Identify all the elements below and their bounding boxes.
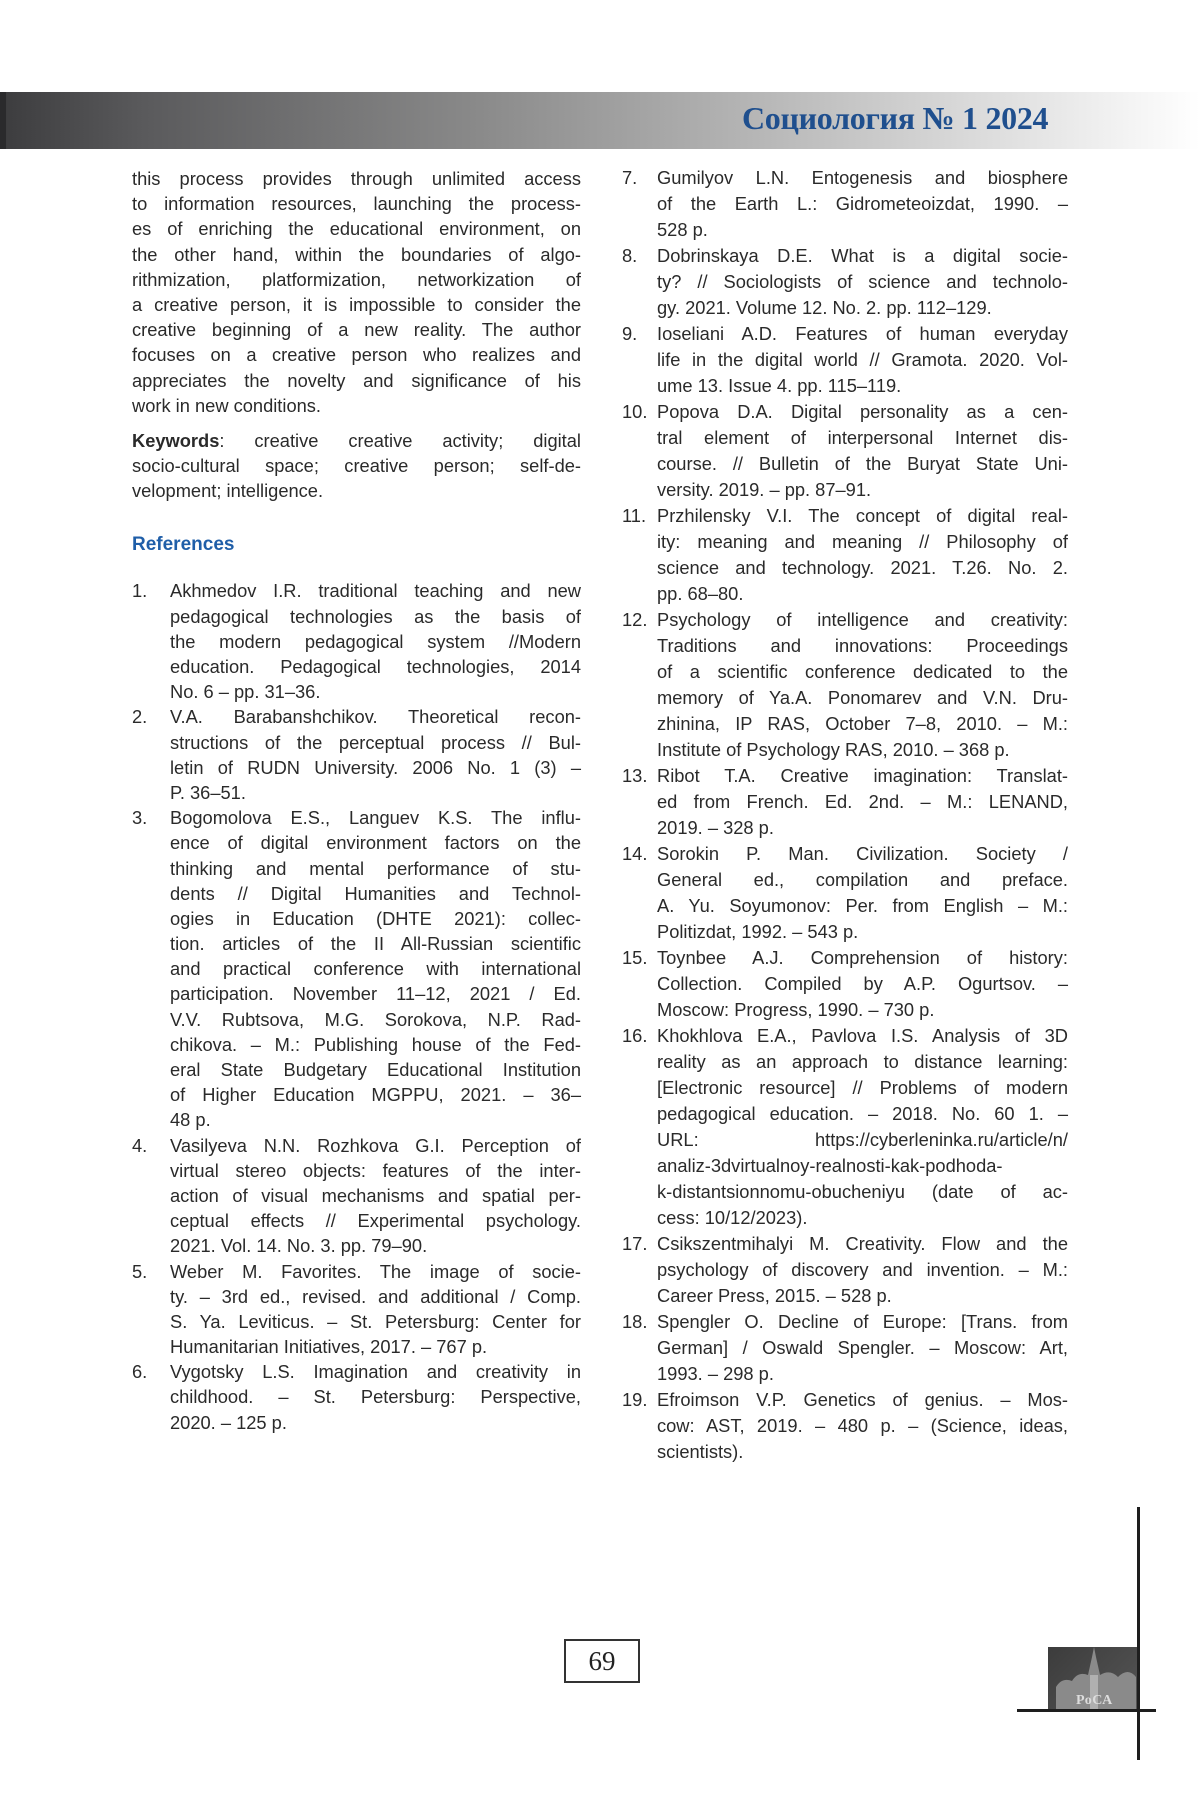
text-line: socio-cultural space; creative person; self-de- (132, 453, 581, 478)
text-line: V.V. Rubtsova, M.G. Sorokova, N.P. Rad- (170, 1007, 581, 1032)
reference-text (170, 805, 581, 1132)
abstract-paragraph (132, 166, 581, 418)
right-column (622, 165, 1068, 1465)
text-line: rithmization, platformization, networkization of (132, 267, 581, 292)
text-line: Sorokin P. Man. Civilization. Society / (657, 841, 1068, 867)
text-line: k-distantsionnomu-obucheniyu (date of ac- (657, 1179, 1068, 1205)
reference-item (132, 1359, 581, 1435)
text-line: zhinina, IP RAS, October 7–8, 2010. – M.: (657, 711, 1068, 737)
text-line: memory of Ya.A. Ponomarev and V.N. Dru- (657, 685, 1068, 711)
reference-number: 5. (132, 1259, 147, 1284)
text-line: Bogomolova E.S., Languev K.S. The influ- (170, 805, 581, 830)
text-line: the other hand, within the boundaries of algo- (132, 242, 581, 267)
text-line: Ioseliani A.D. Features of human everyday (657, 321, 1068, 347)
text-line: Dobrinskaya D.E. What is a digital socie- (657, 243, 1068, 269)
text-line: creative beginning of a new reality. The author (132, 317, 581, 342)
text-line: Khokhlova E.A., Pavlova I.S. Analysis of 3D (657, 1023, 1068, 1049)
text-line: work in new conditions. (132, 393, 581, 418)
reference-text (657, 1387, 1068, 1465)
text-line: Weber M. Favorites. The image of socie- (170, 1259, 581, 1284)
reference-item (132, 704, 581, 805)
reference-text (657, 243, 1068, 321)
text-line: 2020. – 125 p. (170, 1410, 581, 1435)
reference-text (657, 607, 1068, 763)
text-line: 48 p. (170, 1107, 581, 1132)
text-line: 1993. – 298 p. (657, 1361, 1068, 1387)
text-line: Institute of Psychology RAS, 2010. – 368 p. (657, 737, 1068, 763)
reference-number: 9. (622, 321, 637, 347)
references-heading: References (132, 532, 581, 558)
text-line: childhood. – St. Petersburg: Perspective, (170, 1384, 581, 1409)
text-line: Career Press, 2015. – 528 p. (657, 1283, 1068, 1309)
text-line: Spengler O. Decline of Europe: [Trans. from (657, 1309, 1068, 1335)
text-line: ence of digital environment factors on the (170, 830, 581, 855)
reference-item (132, 805, 581, 1132)
text-line: to information resources, launching the process- (132, 191, 581, 216)
text-line: scientists). (657, 1439, 1068, 1465)
header-band-edge (0, 92, 6, 149)
text-line: Gumilyov L.N. Entogenesis and biosphere (657, 165, 1068, 191)
reference-text (657, 945, 1068, 1023)
text-line: Efroimson V.P. Genetics of genius. – Mos- (657, 1387, 1068, 1413)
text-line: the modern pedagogical system //Modern (170, 629, 581, 654)
text-line: V.A. Barabanshchikov. Theoretical recon- (170, 704, 581, 729)
text-line: Csikszentmihalyi M. Creativity. Flow and the (657, 1231, 1068, 1257)
text-line: of a scientific conference dedicated to the (657, 659, 1068, 685)
reference-text (657, 841, 1068, 945)
text-line: dents // Digital Humanities and Technol- (170, 881, 581, 906)
text-line: tral element of interpersonal Internet dis- (657, 425, 1068, 451)
reference-number: 19. (622, 1387, 647, 1413)
text-line: this process provides through unlimited access (132, 166, 581, 191)
reference-item (622, 399, 1068, 503)
reference-text (657, 763, 1068, 841)
reference-text (170, 1359, 581, 1435)
text-line: cow: AST, 2019. – 480 p. – (Science, ideas, (657, 1413, 1068, 1439)
text-line: virtual stereo objects: features of the inter- (170, 1158, 581, 1183)
text-line: Przhilensky V.I. The concept of digital real- (657, 503, 1068, 529)
text-line: ed from French. Ed. 2nd. – M.: LENAND, (657, 789, 1068, 815)
reference-list-right (622, 165, 1068, 1465)
text-line: Collection. Compiled by A.P. Ogurtsov. – (657, 971, 1068, 997)
reference-item (622, 1023, 1068, 1231)
text-line: course. // Bulletin of the Buryat State Uni- (657, 451, 1068, 477)
text-line: es of enriching the educational environment, on (132, 216, 581, 241)
text-line: structions of the perceptual process // Bul- (170, 730, 581, 755)
keywords-label: Keywords (132, 430, 219, 451)
text-line: 2019. – 328 p. (657, 815, 1068, 841)
text-line: participation. November 11–12, 2021 / Ed. (170, 981, 581, 1006)
text-line: letin of RUDN University. 2006 No. 1 (3) – (170, 755, 581, 780)
text-line: Ribot T.A. Creative imagination: Translat- (657, 763, 1068, 789)
reference-number: 3. (132, 805, 147, 830)
journal-title: Социология № 1 2024 (742, 100, 1048, 137)
text-line: science and technology. 2021. T.26. No. 2. (657, 555, 1068, 581)
reference-text (657, 1023, 1068, 1231)
page-number: 69 (564, 1639, 640, 1683)
text-line: of the Earth L.: Gidrometeoizdat, 1990. – (657, 191, 1068, 217)
reference-number: 18. (622, 1309, 647, 1335)
text-line: ume 13. Issue 4. pp. 115–119. (657, 373, 1068, 399)
reference-number: 16. (622, 1023, 647, 1049)
reference-text (170, 704, 581, 805)
text-line: ty? // Sociologists of science and technolo- (657, 269, 1068, 295)
rosa-logo (1048, 1647, 1138, 1710)
text-line: pedagogical education. – 2018. No. 60 1. – (657, 1101, 1068, 1127)
text-line: chikova. – M.: Publishing house of the Fed- (170, 1032, 581, 1057)
keywords-paragraph (132, 428, 581, 504)
reference-item (622, 841, 1068, 945)
text-line: Toynbee A.J. Comprehension of history: (657, 945, 1068, 971)
text-line: velopment; intelligence. (132, 478, 581, 503)
reference-number: 15. (622, 945, 647, 971)
reference-text (657, 321, 1068, 399)
text-line: S. Ya. Leviticus. – St. Petersburg: Center for (170, 1309, 581, 1334)
reference-item (622, 321, 1068, 399)
text-line: thinking and mental performance of stu- (170, 856, 581, 881)
reference-item (132, 578, 581, 704)
text-line: Vygotsky L.S. Imagination and creativity in (170, 1359, 581, 1384)
reference-text (657, 503, 1068, 607)
keywords-text: : creative creative activity; digital (219, 430, 581, 451)
text-line: Politizdat, 1992. – 543 p. (657, 919, 1068, 945)
reference-number: 17. (622, 1231, 647, 1257)
reference-item (622, 607, 1068, 763)
text-line: pp. 68–80. (657, 581, 1068, 607)
text-line: action of visual mechanisms and spatial per- (170, 1183, 581, 1208)
reference-number: 2. (132, 704, 147, 729)
reference-item (132, 1133, 581, 1259)
reference-number: 12. (622, 607, 647, 633)
text-line: life in the digital world // Gramota. 2020. Vol- (657, 347, 1068, 373)
text-line: cess: 10/12/2023). (657, 1205, 1068, 1231)
text-line: URL: https://cyberleninka.ru/article/n/ (657, 1127, 1068, 1153)
reference-text (657, 399, 1068, 503)
text-line: Akhmedov I.R. traditional teaching and new (170, 578, 581, 603)
reference-list-left (132, 578, 581, 1434)
reference-item (622, 763, 1068, 841)
text-line: No. 6 – pp. 31–36. (170, 679, 581, 704)
reference-text (170, 1259, 581, 1360)
text-line: analiz-3dvirtualnoy-realnosti-kak-podhoda- (657, 1153, 1068, 1179)
reference-text (170, 1133, 581, 1259)
text-line: education. Pedagogical technologies, 2014 (170, 654, 581, 679)
reference-number: 1. (132, 578, 147, 603)
left-column (132, 166, 581, 1435)
reference-text (170, 578, 581, 704)
text-line: a creative person, it is impossible to consider the (132, 292, 581, 317)
reference-item (622, 243, 1068, 321)
reference-item (622, 1309, 1068, 1387)
reference-text (657, 1309, 1068, 1387)
text-line: appreciates the novelty and significance of his (132, 368, 581, 393)
text-line: A. Yu. Soyumonov: Per. from English – M.: (657, 893, 1068, 919)
text-line: ty. – 3rd ed., revised. and additional / Comp. (170, 1284, 581, 1309)
reference-item (622, 503, 1068, 607)
text-line: Moscow: Progress, 1990. – 730 p. (657, 997, 1068, 1023)
text-line: gy. 2021. Volume 12. No. 2. pp. 112–129. (657, 295, 1068, 321)
reference-text (657, 1231, 1068, 1309)
text-line: of Higher Education MGPPU, 2021. – 36– (170, 1082, 581, 1107)
reference-item (132, 1259, 581, 1360)
text-line: 528 p. (657, 217, 1068, 243)
reference-number: 7. (622, 165, 637, 191)
corner-horizontal-rule (1017, 1709, 1156, 1712)
text-line: Psychology of intelligence and creativity: (657, 607, 1068, 633)
text-line: and practical conference with international (170, 956, 581, 981)
text-line: P. 36–51. (170, 780, 581, 805)
text-line: Vasilyeva N.N. Rozhkova G.I. Perception of (170, 1133, 581, 1158)
text-line: focuses on a creative person who realizes and (132, 342, 581, 367)
text-line: versity. 2019. – pp. 87–91. (657, 477, 1068, 503)
keywords-line (132, 428, 581, 453)
text-line: pedagogical technologies as the basis of (170, 604, 581, 629)
text-line: ogies in Education (DHTE 2021): collec- (170, 906, 581, 931)
text-line: Humanitarian Initiatives, 2017. – 767 p. (170, 1334, 581, 1359)
text-line: psychology of discovery and invention. – M.: (657, 1257, 1068, 1283)
text-line: Popova D.A. Digital personality as a cen- (657, 399, 1068, 425)
text-line: reality as an approach to distance learning: (657, 1049, 1068, 1075)
reference-item (622, 945, 1068, 1023)
reference-number: 8. (622, 243, 637, 269)
reference-item (622, 1231, 1068, 1309)
text-line: ceptual effects // Experimental psychology. (170, 1208, 581, 1233)
text-line: ity: meaning and meaning // Philosophy of (657, 529, 1068, 555)
reference-number: 14. (622, 841, 647, 867)
text-line: General ed., compilation and preface. (657, 867, 1068, 893)
reference-text (657, 165, 1068, 243)
reference-item (622, 1387, 1068, 1465)
corner-vertical-rule (1137, 1507, 1140, 1760)
reference-number: 4. (132, 1133, 147, 1158)
reference-number: 13. (622, 763, 647, 789)
logo-text: РоСА (1076, 1693, 1113, 1709)
reference-item (622, 165, 1068, 243)
text-line: tion. articles of the II All-Russian scientific (170, 931, 581, 956)
text-line: [Electronic resource] // Problems of modern (657, 1075, 1068, 1101)
text-line: eral State Budgetary Educational Institution (170, 1057, 581, 1082)
text-line: Traditions and innovations: Proceedings (657, 633, 1068, 659)
reference-number: 6. (132, 1359, 147, 1384)
reference-number: 10. (622, 399, 647, 425)
text-line: 2021. Vol. 14. No. 3. pp. 79–90. (170, 1233, 581, 1258)
reference-number: 11. (622, 503, 646, 529)
text-line: German] / Oswald Spengler. – Moscow: Art, (657, 1335, 1068, 1361)
